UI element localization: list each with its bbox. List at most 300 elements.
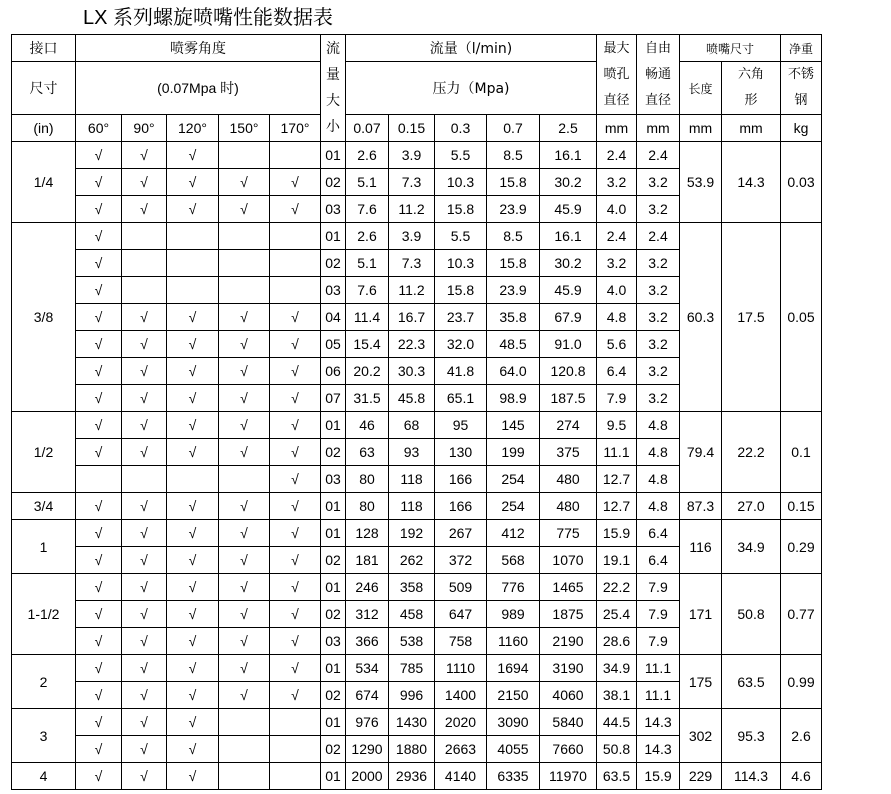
table-row bbox=[12, 493, 822, 520]
flow-015-cell: 11.2 bbox=[389, 196, 435, 223]
flow-code-cell: 03 bbox=[321, 196, 346, 223]
flow-015-cell: 7.3 bbox=[389, 250, 435, 277]
angle-170-cell: √ bbox=[270, 466, 321, 493]
free-passage-cell: 4.8 bbox=[637, 493, 680, 520]
flow-code-cell: 02 bbox=[321, 547, 346, 574]
angle-150-cell: √ bbox=[219, 196, 270, 223]
hex-cell: 27.0 bbox=[722, 493, 781, 520]
table-row bbox=[12, 412, 822, 439]
flow-007-cell: 2000 bbox=[346, 763, 389, 790]
flow-07-cell: 776 bbox=[487, 574, 540, 601]
angle-120-cell bbox=[167, 466, 219, 493]
angle-150-cell bbox=[219, 466, 270, 493]
flow-code-cell: 02 bbox=[321, 169, 346, 196]
flow-03-cell: 4140 bbox=[435, 763, 487, 790]
angle-90-cell: √ bbox=[122, 358, 167, 385]
page-title: LX 系列螺旋喷嘴性能数据表 bbox=[83, 7, 334, 29]
angle-150-cell: √ bbox=[219, 682, 270, 709]
flow-007-cell: 5.1 bbox=[346, 169, 389, 196]
flow-015-cell: 358 bbox=[389, 574, 435, 601]
angle-90-cell: √ bbox=[122, 520, 167, 547]
angle-170-cell bbox=[270, 763, 321, 790]
flow-007-cell: 246 bbox=[346, 574, 389, 601]
angle-60-cell: √ bbox=[76, 277, 122, 304]
angle-170-cell: √ bbox=[270, 304, 321, 331]
angle-150-cell: √ bbox=[219, 547, 270, 574]
max-orifice-cell: 38.1 bbox=[597, 682, 637, 709]
max-orifice-cell: 6.4 bbox=[597, 358, 637, 385]
flow-03-cell: 41.8 bbox=[435, 358, 487, 385]
hex-cell: 114.3 bbox=[722, 763, 781, 790]
angle-90-cell: √ bbox=[122, 331, 167, 358]
connection-size-cell: 1/2 bbox=[12, 412, 76, 493]
angle-90-cell: √ bbox=[122, 763, 167, 790]
angle-120-cell: √ bbox=[167, 331, 219, 358]
angle-60-cell: √ bbox=[76, 628, 122, 655]
flow-code-cell: 01 bbox=[321, 709, 346, 736]
angle-60-cell: √ bbox=[76, 493, 122, 520]
angle-170-cell: √ bbox=[270, 412, 321, 439]
angle-150-cell bbox=[219, 277, 270, 304]
flow-07-cell: 145 bbox=[487, 412, 540, 439]
angle-150-cell: √ bbox=[219, 601, 270, 628]
flow-03-cell: 15.8 bbox=[435, 277, 487, 304]
flow-code-cell: 01 bbox=[321, 574, 346, 601]
length-cell: 79.4 bbox=[680, 412, 722, 493]
angle-90-cell bbox=[122, 466, 167, 493]
angle-170-cell: √ bbox=[270, 520, 321, 547]
flow-07-cell: 35.8 bbox=[487, 304, 540, 331]
header-spray-angle: 喷雾角度 bbox=[76, 35, 321, 62]
connection-size-cell: 4 bbox=[12, 763, 76, 790]
angle-60-cell: √ bbox=[76, 331, 122, 358]
angle-150-cell: √ bbox=[219, 358, 270, 385]
free-passage-cell: 11.1 bbox=[637, 682, 680, 709]
flow-03-cell: 1400 bbox=[435, 682, 487, 709]
length-cell: 175 bbox=[680, 655, 722, 709]
flow-015-cell: 2936 bbox=[389, 763, 435, 790]
flow-07-cell: 4055 bbox=[487, 736, 540, 763]
header-net-weight: 净重 bbox=[781, 35, 822, 62]
header-nozzle-size: 喷嘴尺寸 bbox=[680, 35, 781, 62]
free-passage-cell: 14.3 bbox=[637, 736, 680, 763]
flow-007-cell: 11.4 bbox=[346, 304, 389, 331]
angle-90-cell: √ bbox=[122, 574, 167, 601]
flow-25-cell: 16.1 bbox=[540, 223, 597, 250]
length-cell: 53.9 bbox=[680, 142, 722, 223]
weight-cell: 0.1 bbox=[781, 412, 822, 493]
angle-60-cell: √ bbox=[76, 223, 122, 250]
header-stainless: 不锈 钢 bbox=[781, 62, 822, 115]
angle-90-cell: √ bbox=[122, 493, 167, 520]
free-passage-cell: 6.4 bbox=[637, 547, 680, 574]
connection-size-cell: 1/4 bbox=[12, 142, 76, 223]
flow-015-cell: 3.9 bbox=[389, 223, 435, 250]
angle-150-cell: √ bbox=[219, 304, 270, 331]
flow-code-cell: 04 bbox=[321, 304, 346, 331]
angle-60-cell: √ bbox=[76, 142, 122, 169]
angle-120-cell: √ bbox=[167, 628, 219, 655]
angle-170-cell: √ bbox=[270, 574, 321, 601]
table-row bbox=[12, 655, 822, 682]
header-free-passage: 自由 畅通 直径 bbox=[637, 35, 680, 115]
angle-90-cell bbox=[122, 223, 167, 250]
angle-90-cell: √ bbox=[122, 601, 167, 628]
flow-007-cell: 5.1 bbox=[346, 250, 389, 277]
flow-code-cell: 01 bbox=[321, 412, 346, 439]
flow-007-cell: 46 bbox=[346, 412, 389, 439]
header-pressure-007: 0.07 bbox=[346, 115, 389, 142]
angle-90-cell: √ bbox=[122, 142, 167, 169]
connection-size-cell: 1-1/2 bbox=[12, 574, 76, 655]
flow-007-cell: 534 bbox=[346, 655, 389, 682]
flow-03-cell: 2020 bbox=[435, 709, 487, 736]
angle-170-cell: √ bbox=[270, 385, 321, 412]
free-passage-cell: 2.4 bbox=[637, 223, 680, 250]
angle-170-cell: √ bbox=[270, 358, 321, 385]
flow-07-cell: 989 bbox=[487, 601, 540, 628]
hex-cell: 22.2 bbox=[722, 412, 781, 493]
flow-015-cell: 7.3 bbox=[389, 169, 435, 196]
max-orifice-cell: 25.4 bbox=[597, 601, 637, 628]
connection-size-cell: 3/4 bbox=[12, 493, 76, 520]
header-angle-90: 90° bbox=[122, 115, 167, 142]
free-passage-cell: 11.1 bbox=[637, 655, 680, 682]
angle-90-cell: √ bbox=[122, 682, 167, 709]
performance-table bbox=[11, 34, 822, 790]
max-orifice-cell: 3.2 bbox=[597, 250, 637, 277]
header-length: 长度 bbox=[680, 62, 722, 115]
flow-code-cell: 01 bbox=[321, 763, 346, 790]
flow-code-cell: 02 bbox=[321, 736, 346, 763]
flow-code-cell: 02 bbox=[321, 250, 346, 277]
header-hex: 六角 形 bbox=[722, 62, 781, 115]
flow-25-cell: 30.2 bbox=[540, 169, 597, 196]
flow-03-cell: 95 bbox=[435, 412, 487, 439]
max-orifice-cell: 2.4 bbox=[597, 142, 637, 169]
angle-150-cell: √ bbox=[219, 439, 270, 466]
angle-90-cell: √ bbox=[122, 439, 167, 466]
flow-007-cell: 7.6 bbox=[346, 277, 389, 304]
hex-cell: 95.3 bbox=[722, 709, 781, 763]
header-pressure-015: 0.15 bbox=[389, 115, 435, 142]
max-orifice-cell: 22.2 bbox=[597, 574, 637, 601]
flow-code-cell: 03 bbox=[321, 466, 346, 493]
angle-60-cell bbox=[76, 466, 122, 493]
max-orifice-cell: 19.1 bbox=[597, 547, 637, 574]
angle-60-cell: √ bbox=[76, 196, 122, 223]
flow-25-cell: 4060 bbox=[540, 682, 597, 709]
angle-170-cell bbox=[270, 277, 321, 304]
flow-007-cell: 31.5 bbox=[346, 385, 389, 412]
weight-cell: 0.05 bbox=[781, 223, 822, 412]
flow-015-cell: 1430 bbox=[389, 709, 435, 736]
angle-90-cell: √ bbox=[122, 709, 167, 736]
flow-03-cell: 1110 bbox=[435, 655, 487, 682]
max-orifice-cell: 2.4 bbox=[597, 223, 637, 250]
free-passage-cell: 3.2 bbox=[637, 250, 680, 277]
max-orifice-cell: 63.5 bbox=[597, 763, 637, 790]
flow-25-cell: 11970 bbox=[540, 763, 597, 790]
angle-60-cell: √ bbox=[76, 250, 122, 277]
angle-150-cell: √ bbox=[219, 412, 270, 439]
angle-60-cell: √ bbox=[76, 601, 122, 628]
angle-60-cell: √ bbox=[76, 520, 122, 547]
flow-03-cell: 5.5 bbox=[435, 223, 487, 250]
table-row bbox=[12, 223, 822, 250]
angle-150-cell bbox=[219, 736, 270, 763]
flow-07-cell: 15.8 bbox=[487, 169, 540, 196]
table-row bbox=[12, 520, 822, 547]
max-orifice-cell: 34.9 bbox=[597, 655, 637, 682]
angle-90-cell: √ bbox=[122, 169, 167, 196]
flow-07-cell: 254 bbox=[487, 493, 540, 520]
table-row bbox=[12, 574, 822, 601]
weight-cell: 0.15 bbox=[781, 493, 822, 520]
flow-25-cell: 30.2 bbox=[540, 250, 597, 277]
angle-120-cell: √ bbox=[167, 682, 219, 709]
header-pressure-25: 2.5 bbox=[540, 115, 597, 142]
flow-03-cell: 23.7 bbox=[435, 304, 487, 331]
angle-120-cell bbox=[167, 277, 219, 304]
header-unit-mm: mm bbox=[722, 115, 781, 142]
angle-150-cell: √ bbox=[219, 169, 270, 196]
header-unit-mm: mm bbox=[597, 115, 637, 142]
angle-60-cell: √ bbox=[76, 439, 122, 466]
angle-60-cell: √ bbox=[76, 709, 122, 736]
connection-size-cell: 3/8 bbox=[12, 223, 76, 412]
flow-07-cell: 2150 bbox=[487, 682, 540, 709]
flow-07-cell: 48.5 bbox=[487, 331, 540, 358]
angle-150-cell: √ bbox=[219, 628, 270, 655]
flow-07-cell: 15.8 bbox=[487, 250, 540, 277]
max-orifice-cell: 4.8 bbox=[597, 304, 637, 331]
header-max-orifice: 最大 喷孔 直径 bbox=[597, 35, 637, 115]
angle-150-cell: √ bbox=[219, 520, 270, 547]
free-passage-cell: 7.9 bbox=[637, 574, 680, 601]
hex-cell: 50.8 bbox=[722, 574, 781, 655]
angle-120-cell bbox=[167, 223, 219, 250]
hex-cell: 34.9 bbox=[722, 520, 781, 574]
angle-150-cell: √ bbox=[219, 385, 270, 412]
flow-25-cell: 3190 bbox=[540, 655, 597, 682]
hex-cell: 14.3 bbox=[722, 142, 781, 223]
angle-60-cell: √ bbox=[76, 358, 122, 385]
header-pressure-03: 0.3 bbox=[435, 115, 487, 142]
flow-007-cell: 128 bbox=[346, 520, 389, 547]
weight-cell: 0.77 bbox=[781, 574, 822, 655]
angle-90-cell: √ bbox=[122, 412, 167, 439]
weight-cell: 2.6 bbox=[781, 709, 822, 763]
angle-90-cell: √ bbox=[122, 547, 167, 574]
flow-07-cell: 199 bbox=[487, 439, 540, 466]
flow-code-cell: 02 bbox=[321, 439, 346, 466]
angle-90-cell bbox=[122, 277, 167, 304]
weight-cell: 4.6 bbox=[781, 763, 822, 790]
flow-25-cell: 16.1 bbox=[540, 142, 597, 169]
flow-25-cell: 375 bbox=[540, 439, 597, 466]
flow-code-cell: 03 bbox=[321, 277, 346, 304]
angle-120-cell: √ bbox=[167, 736, 219, 763]
header-pressure-note: (0.07Mpa 时) bbox=[76, 62, 321, 115]
angle-150-cell: √ bbox=[219, 574, 270, 601]
flow-07-cell: 8.5 bbox=[487, 223, 540, 250]
header-unit-kg: kg bbox=[781, 115, 822, 142]
flow-03-cell: 509 bbox=[435, 574, 487, 601]
angle-90-cell: √ bbox=[122, 196, 167, 223]
flow-015-cell: 93 bbox=[389, 439, 435, 466]
angle-170-cell: √ bbox=[270, 493, 321, 520]
flow-007-cell: 2.6 bbox=[346, 142, 389, 169]
flow-015-cell: 262 bbox=[389, 547, 435, 574]
flow-25-cell: 1875 bbox=[540, 601, 597, 628]
angle-60-cell: √ bbox=[76, 547, 122, 574]
flow-07-cell: 254 bbox=[487, 466, 540, 493]
angle-150-cell bbox=[219, 250, 270, 277]
free-passage-cell: 3.2 bbox=[637, 169, 680, 196]
free-passage-cell: 4.8 bbox=[637, 466, 680, 493]
free-passage-cell: 14.3 bbox=[637, 709, 680, 736]
flow-015-cell: 68 bbox=[389, 412, 435, 439]
flow-code-cell: 01 bbox=[321, 520, 346, 547]
header-angle-60: 60° bbox=[76, 115, 122, 142]
flow-015-cell: 538 bbox=[389, 628, 435, 655]
flow-007-cell: 2.6 bbox=[346, 223, 389, 250]
flow-03-cell: 10.3 bbox=[435, 250, 487, 277]
flow-25-cell: 1070 bbox=[540, 547, 597, 574]
angle-170-cell: √ bbox=[270, 169, 321, 196]
flow-015-cell: 22.3 bbox=[389, 331, 435, 358]
flow-25-cell: 7660 bbox=[540, 736, 597, 763]
free-passage-cell: 4.8 bbox=[637, 439, 680, 466]
flow-03-cell: 15.8 bbox=[435, 196, 487, 223]
max-orifice-cell: 12.7 bbox=[597, 493, 637, 520]
flow-007-cell: 976 bbox=[346, 709, 389, 736]
angle-120-cell: √ bbox=[167, 763, 219, 790]
flow-007-cell: 1290 bbox=[346, 736, 389, 763]
angle-120-cell: √ bbox=[167, 709, 219, 736]
angle-170-cell: √ bbox=[270, 439, 321, 466]
angle-120-cell: √ bbox=[167, 439, 219, 466]
max-orifice-cell: 11.1 bbox=[597, 439, 637, 466]
angle-90-cell: √ bbox=[122, 385, 167, 412]
length-cell: 60.3 bbox=[680, 223, 722, 412]
angle-150-cell bbox=[219, 142, 270, 169]
free-passage-cell: 6.4 bbox=[637, 520, 680, 547]
angle-60-cell: √ bbox=[76, 385, 122, 412]
weight-cell: 0.99 bbox=[781, 655, 822, 709]
flow-25-cell: 5840 bbox=[540, 709, 597, 736]
angle-60-cell: √ bbox=[76, 682, 122, 709]
max-orifice-cell: 12.7 bbox=[597, 466, 637, 493]
header-flow-size: 流 量 大 小 bbox=[321, 35, 346, 142]
angle-60-cell: √ bbox=[76, 412, 122, 439]
flow-007-cell: 181 bbox=[346, 547, 389, 574]
flow-03-cell: 758 bbox=[435, 628, 487, 655]
angle-60-cell: √ bbox=[76, 763, 122, 790]
flow-code-cell: 01 bbox=[321, 223, 346, 250]
header-unit-in: (in) bbox=[12, 115, 76, 142]
max-orifice-cell: 4.0 bbox=[597, 277, 637, 304]
angle-170-cell: √ bbox=[270, 547, 321, 574]
flow-03-cell: 647 bbox=[435, 601, 487, 628]
header-angle-170: 170° bbox=[270, 115, 321, 142]
flow-25-cell: 480 bbox=[540, 466, 597, 493]
max-orifice-cell: 9.5 bbox=[597, 412, 637, 439]
flow-015-cell: 3.9 bbox=[389, 142, 435, 169]
flow-code-cell: 02 bbox=[321, 682, 346, 709]
angle-120-cell: √ bbox=[167, 358, 219, 385]
flow-007-cell: 63 bbox=[346, 439, 389, 466]
angle-150-cell: √ bbox=[219, 655, 270, 682]
length-cell: 302 bbox=[680, 709, 722, 763]
flow-03-cell: 2663 bbox=[435, 736, 487, 763]
table-row bbox=[12, 142, 822, 169]
angle-90-cell: √ bbox=[122, 736, 167, 763]
length-cell: 116 bbox=[680, 520, 722, 574]
flow-07-cell: 1160 bbox=[487, 628, 540, 655]
angle-90-cell: √ bbox=[122, 628, 167, 655]
flow-015-cell: 1880 bbox=[389, 736, 435, 763]
header-unit-mm: mm bbox=[637, 115, 680, 142]
max-orifice-cell: 5.6 bbox=[597, 331, 637, 358]
angle-90-cell: √ bbox=[122, 655, 167, 682]
flow-25-cell: 91.0 bbox=[540, 331, 597, 358]
angle-120-cell: √ bbox=[167, 412, 219, 439]
free-passage-cell: 4.8 bbox=[637, 412, 680, 439]
header-angle-120: 120° bbox=[167, 115, 219, 142]
flow-007-cell: 15.4 bbox=[346, 331, 389, 358]
angle-60-cell: √ bbox=[76, 169, 122, 196]
flow-015-cell: 45.8 bbox=[389, 385, 435, 412]
flow-code-cell: 05 bbox=[321, 331, 346, 358]
flow-07-cell: 23.9 bbox=[487, 277, 540, 304]
flow-015-cell: 996 bbox=[389, 682, 435, 709]
flow-code-cell: 01 bbox=[321, 655, 346, 682]
flow-03-cell: 5.5 bbox=[435, 142, 487, 169]
flow-25-cell: 120.8 bbox=[540, 358, 597, 385]
flow-007-cell: 20.2 bbox=[346, 358, 389, 385]
free-passage-cell: 7.9 bbox=[637, 628, 680, 655]
flow-03-cell: 166 bbox=[435, 493, 487, 520]
angle-60-cell: √ bbox=[76, 574, 122, 601]
flow-007-cell: 80 bbox=[346, 466, 389, 493]
angle-60-cell: √ bbox=[76, 736, 122, 763]
flow-015-cell: 458 bbox=[389, 601, 435, 628]
flow-015-cell: 16.7 bbox=[389, 304, 435, 331]
angle-150-cell: √ bbox=[219, 493, 270, 520]
flow-25-cell: 45.9 bbox=[540, 277, 597, 304]
header-size: 尺寸 bbox=[12, 62, 76, 115]
angle-170-cell: √ bbox=[270, 655, 321, 682]
angle-170-cell: √ bbox=[270, 628, 321, 655]
header-flow: 流量（l/min) bbox=[346, 35, 597, 62]
table-row bbox=[12, 709, 822, 736]
free-passage-cell: 3.2 bbox=[637, 385, 680, 412]
angle-120-cell: √ bbox=[167, 196, 219, 223]
flow-25-cell: 1465 bbox=[540, 574, 597, 601]
flow-07-cell: 6335 bbox=[487, 763, 540, 790]
angle-120-cell: √ bbox=[167, 574, 219, 601]
max-orifice-cell: 3.2 bbox=[597, 169, 637, 196]
free-passage-cell: 2.4 bbox=[637, 142, 680, 169]
angle-120-cell: √ bbox=[167, 547, 219, 574]
angle-120-cell: √ bbox=[167, 304, 219, 331]
flow-015-cell: 785 bbox=[389, 655, 435, 682]
angle-90-cell bbox=[122, 250, 167, 277]
angle-170-cell bbox=[270, 709, 321, 736]
flow-007-cell: 7.6 bbox=[346, 196, 389, 223]
